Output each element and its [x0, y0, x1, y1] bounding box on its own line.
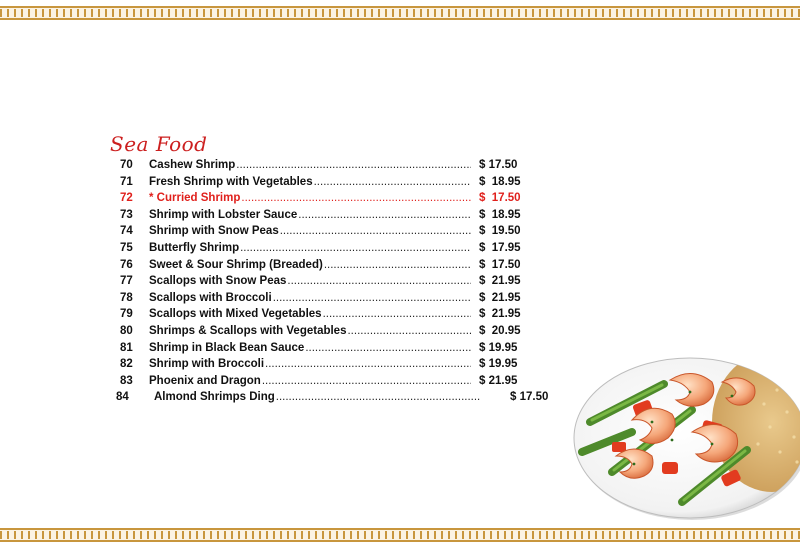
item-name: Shrimp with Snow Peas .....: [149, 223, 471, 240]
item-number: 76: [120, 258, 133, 271]
menu-item: [112, 207, 562, 224]
item-price: $ 17.95: [479, 241, 521, 254]
decorative-border-bottom: [0, 528, 800, 542]
item-name: Scallops with Mixed Vegetables .....: [149, 306, 471, 323]
item-price: $ 17.50: [479, 192, 521, 205]
menu-item: [112, 306, 562, 323]
item-name: Shrimps & Scallops with Vegetables .....: [149, 323, 471, 340]
menu-item: [112, 389, 562, 406]
item-number: 81: [120, 341, 133, 354]
menu-list: [112, 157, 562, 406]
item-number: 77: [120, 275, 133, 288]
item-number: 75: [120, 241, 133, 254]
item-price: $ 19.95: [479, 341, 518, 354]
item-name: Shrimp in Black Bean Sauce .....: [149, 340, 471, 357]
menu-item: [112, 340, 562, 357]
decorative-border-top: [0, 6, 800, 20]
menu-item: [112, 323, 562, 340]
item-name: Shrimp with Broccoli .....: [149, 356, 471, 373]
item-number: 70: [120, 159, 133, 171]
item-price: $ 21.95: [479, 275, 521, 288]
menu-item: [112, 240, 562, 257]
menu-item: [112, 273, 562, 290]
item-name: Phoenix and Dragon .....: [149, 373, 471, 390]
menu-item-highlighted: [112, 190, 562, 207]
item-name: Sweet & Sour Shrimp (Breaded) .....: [149, 257, 471, 274]
item-name: Scallops with Snow Peas .....: [149, 273, 471, 290]
menu-item: [112, 290, 562, 307]
item-number: 83: [120, 374, 133, 387]
menu-item: [112, 223, 562, 240]
section-title: Sea Food: [110, 132, 208, 156]
item-number: 84: [116, 391, 129, 404]
item-price: $ 20.95: [479, 324, 521, 337]
item-price: $ 21.95: [479, 308, 521, 321]
menu-item: [112, 257, 562, 274]
item-price: $ 19.95: [479, 358, 518, 371]
menu-item: [112, 157, 562, 174]
item-name: Almond Shrimps Ding .....: [154, 389, 480, 406]
item-name: Fresh Shrimp with Vegetables .....: [149, 174, 471, 191]
item-name: Butterfly Shrimp .....: [149, 240, 471, 257]
item-price: $ 19.50: [479, 225, 521, 238]
item-name: Shrimp with Lobster Sauce .....: [149, 207, 471, 224]
item-name: Scallops with Broccoli .....: [149, 290, 471, 307]
item-number: 82: [120, 358, 133, 371]
item-price: $ 17.50: [510, 391, 549, 404]
item-number: 78: [120, 291, 133, 304]
item-price: $ 21.95: [479, 374, 518, 387]
menu-item: [112, 373, 562, 390]
item-price: $ 18.95: [479, 175, 521, 188]
item-number: 74: [120, 225, 133, 238]
item-number: 71: [120, 175, 133, 188]
menu-item: [112, 174, 562, 191]
item-price: $ 21.95: [479, 291, 521, 304]
item-name: * Curried Shrimp .....: [149, 190, 471, 207]
item-name: Cashew Shrimp .....: [149, 157, 471, 174]
item-number: 79: [120, 308, 133, 321]
item-price: $ 17.50: [479, 159, 518, 171]
item-number: 73: [120, 208, 133, 221]
item-number: 72: [120, 192, 133, 205]
shrimp-dish-photo: [572, 352, 800, 520]
menu-item: [112, 356, 562, 373]
item-price: $ 17.50: [479, 258, 521, 271]
item-number: 80: [120, 324, 133, 337]
item-price: $ 18.95: [479, 208, 521, 221]
